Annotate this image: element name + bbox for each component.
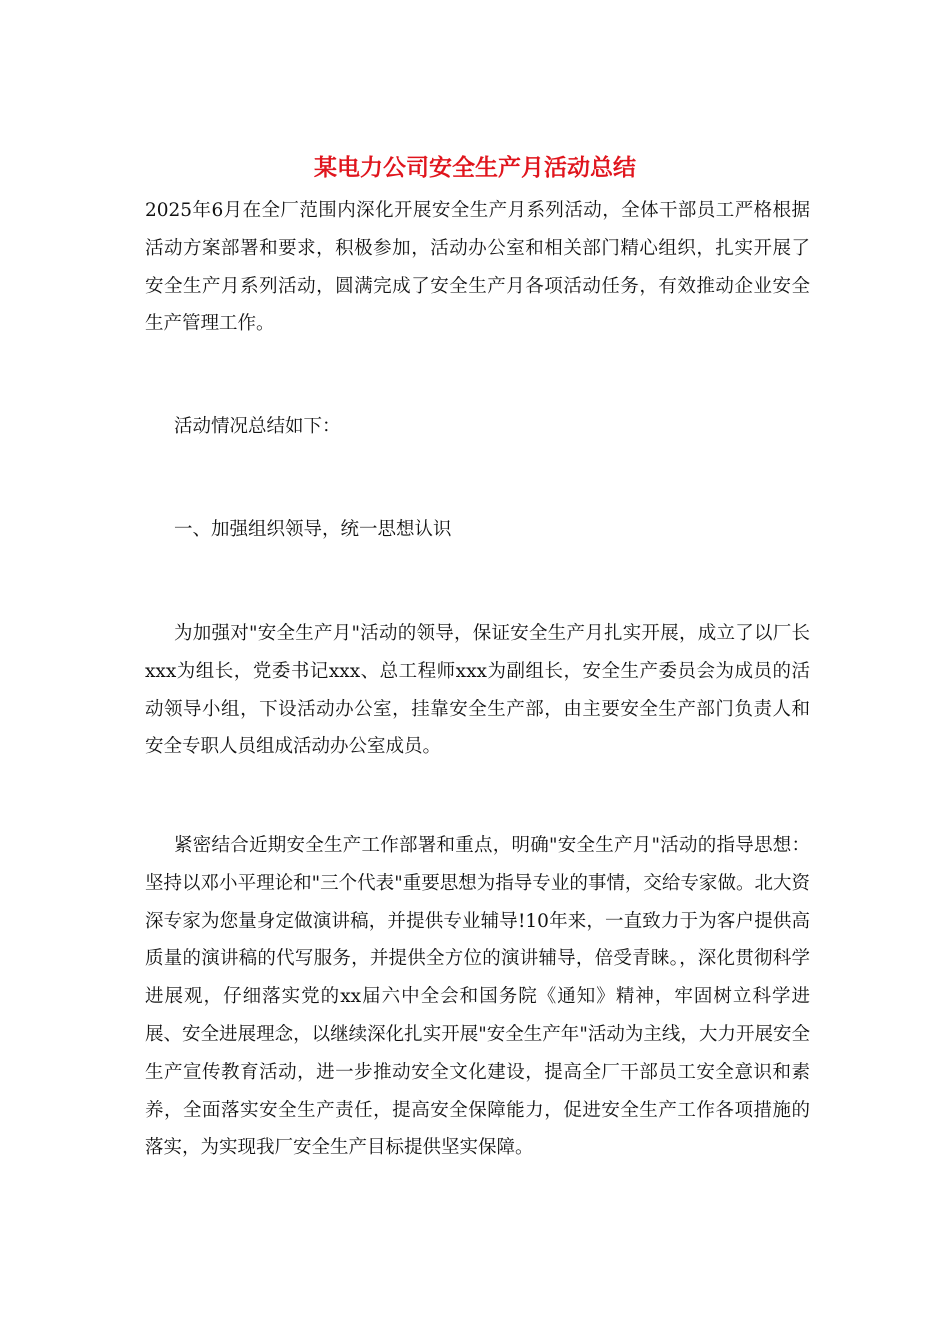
organization-paragraph: 为加强对"安全生产月"活动的领导，保证安全生产月扎实开展，成立了以厂长xxx为组长，党委书记xxx、总工程师xxx为副组长，安全生产委员会为成员的活动领导小组，下设活动办公室，挂靠安全生产部，由主要安全生产部门负责人和安全专职人员组成活动办公室成员。 [145,623,810,758]
intro-paragraph: 2025年6月在全厂范围内深化开展安全生产月系列活动，全体干部员工严格根据活动方案部署和要求，积极参加，活动办公室和相关部门精心组织，扎实开展了安全生产月系列活动，圆满完成了安全生产月各项活动任务，有效推动企业安全生产管理工作。 [145,200,810,335]
summary-lead-paragraph: 活动情况总结如下： [174,416,341,437]
section-heading-1: 一、加强组织领导，统一思想认识 [174,519,452,540]
guiding-thought-paragraph: 紧密结合近期安全生产工作部署和重点，明确"安全生产月"活动的指导思想：坚持以邓小平理论和"三个代表"重要思想为指导专业的事情，交给专家做。北大资深专家为您量身定做演讲稿，并提供专业辅导!10年来，一直致力于为客户提供高质量的演讲稿的代写服务，并提供全方位的演讲辅导，倍受青睐。，深化贯彻科学进展观，仔细落实党的xx届六中全会和国务院《通知》精神，牢固树立科学进展、安全进展理念，以继续深化扎实开展"安全生产年"活动为主线，大力开展安全生产宣传教育活动，进一步推动安全文化建设，提高全厂干部员工安全意识和素养，全面落实安全生产责任，提高安全保障能力，促进安全生产工作各项措施的落实，为实现我厂安全生产目标提供坚实保障。 [145,835,810,1159]
document-title: 某电力公司安全生产月活动总结 [314,155,636,181]
